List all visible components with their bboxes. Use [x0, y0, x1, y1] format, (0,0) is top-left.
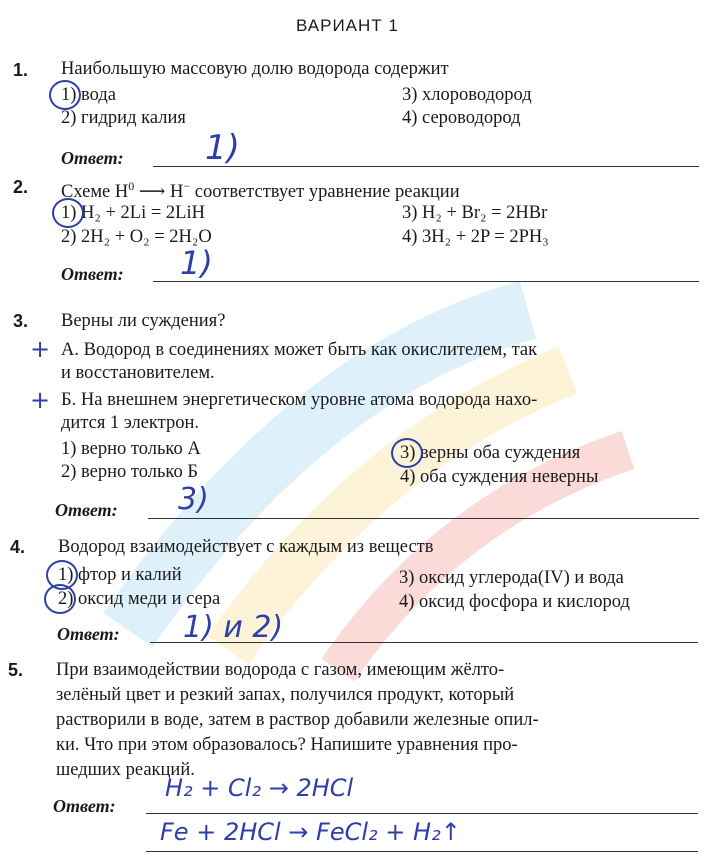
question-1-option-3: 3) хлороводород: [402, 85, 532, 105]
answer-circle-mark: [52, 198, 84, 228]
question-2-answer-label: Ответ:: [61, 264, 124, 284]
page-title: ВАРИАНТ 1: [296, 16, 399, 35]
question-3-handwritten-answer: 3): [178, 482, 209, 517]
question-5-line-2: зелёный цвет и резкий запах, получился продукт, который: [56, 685, 515, 705]
question-3-statement-a-line-2: и восстановителем.: [61, 363, 215, 383]
question-1-answer-label: Ответ:: [61, 148, 124, 168]
question-1-option-4: 4) сероводород: [402, 108, 521, 128]
question-5-handwritten-answer-2: Fe + 2HCl → FeCl₂ + H₂↑: [160, 818, 461, 846]
question-4-handwritten-answer: 1) и 2): [183, 610, 284, 645]
question-5-line-5: шедших реакций.: [56, 760, 195, 780]
question-1-option-1: 1) вода: [61, 85, 116, 105]
question-3-answer-label: Ответ:: [55, 500, 118, 520]
question-2-option-3: 3) H₂ + Br₂ = 2HBr: [402, 203, 548, 223]
question-5-number: 5.: [8, 660, 24, 680]
question-3-statement-b-line-2: дится 1 электрон.: [61, 413, 199, 433]
question-3-answer-line: [148, 518, 699, 519]
question-3-option-4: 4) оба суждения неверны: [400, 467, 599, 487]
question-5-answer-line-2: [146, 851, 698, 852]
plus-mark-a: +: [30, 335, 51, 363]
question-5-answer-line: [146, 813, 698, 814]
question-2-number: 2.: [13, 177, 29, 197]
question-2-option-2: 2) 2H₂ + O₂ = 2H₂O: [61, 227, 212, 247]
question-3-option-2: 2) верно только Б: [61, 462, 198, 482]
question-5-line-3: растворили в воде, затем в раствор добавили железные опил-: [56, 710, 539, 730]
answer-circle-mark: [49, 80, 81, 110]
question-3-statement-a-line-1: А. Водород в соединениях может быть как окислителем, так: [61, 340, 538, 360]
question-2-option-4: 4) 3H₂ + 2P = 2PH₃: [402, 227, 549, 247]
question-1-option-2: 2) гидрид калия: [61, 108, 186, 128]
question-2-handwritten-answer: 1): [180, 244, 213, 282]
question-1-text: Наибольшую массовую долю водорода содержит: [61, 59, 449, 79]
question-4-number: 4.: [10, 537, 26, 557]
question-4-option-4: 4) оксид фосфора и кислород: [399, 592, 630, 612]
question-2-option-1: 1) H₂ + 2Li = 2LiH: [61, 203, 205, 223]
question-3-statement-b-line-1: Б. На внешнем энергетическом уровне атома водорода нахо-: [61, 390, 538, 410]
question-3-option-3: 3) верны оба суждения: [400, 443, 581, 463]
question-1-number: 1.: [13, 60, 29, 80]
question-2-text: Схеме $H^0$ ⟶ H− соответствует уравнение реакции: [61, 179, 460, 203]
answer-circle-mark: [391, 438, 423, 468]
question-3-number: 3.: [13, 311, 29, 331]
question-3-option-1: 1) верно только А: [61, 439, 201, 459]
question-4-answer-label: Ответ:: [57, 624, 120, 644]
question-4-option-3: 3) оксид углерода(IV) и вода: [399, 568, 624, 588]
answer-circle-mark: [44, 584, 76, 614]
question-1-handwritten-answer: 1): [205, 128, 240, 168]
question-4-option-1: 1) фтор и калий: [58, 565, 182, 585]
question-5-handwritten-answer-1: H₂ + Cl₂ → 2HCl: [165, 774, 354, 802]
question-5-line-4: ки. Что при этом образовалось? Напишите уравнения про-: [56, 735, 518, 755]
question-5-answer-label: Ответ:: [53, 796, 116, 816]
question-4-option-2: 2) оксид меди и сера: [58, 589, 221, 609]
question-2-answer-line: [153, 281, 699, 282]
question-5-line-1: При взаимодействии водорода с газом, имеющим жёлто-: [56, 660, 505, 680]
question-3-text: Верны ли суждения?: [61, 311, 226, 331]
question-4-text: Водород взаимодействует с каждым из веществ: [58, 537, 434, 557]
plus-mark-b: +: [30, 386, 51, 414]
